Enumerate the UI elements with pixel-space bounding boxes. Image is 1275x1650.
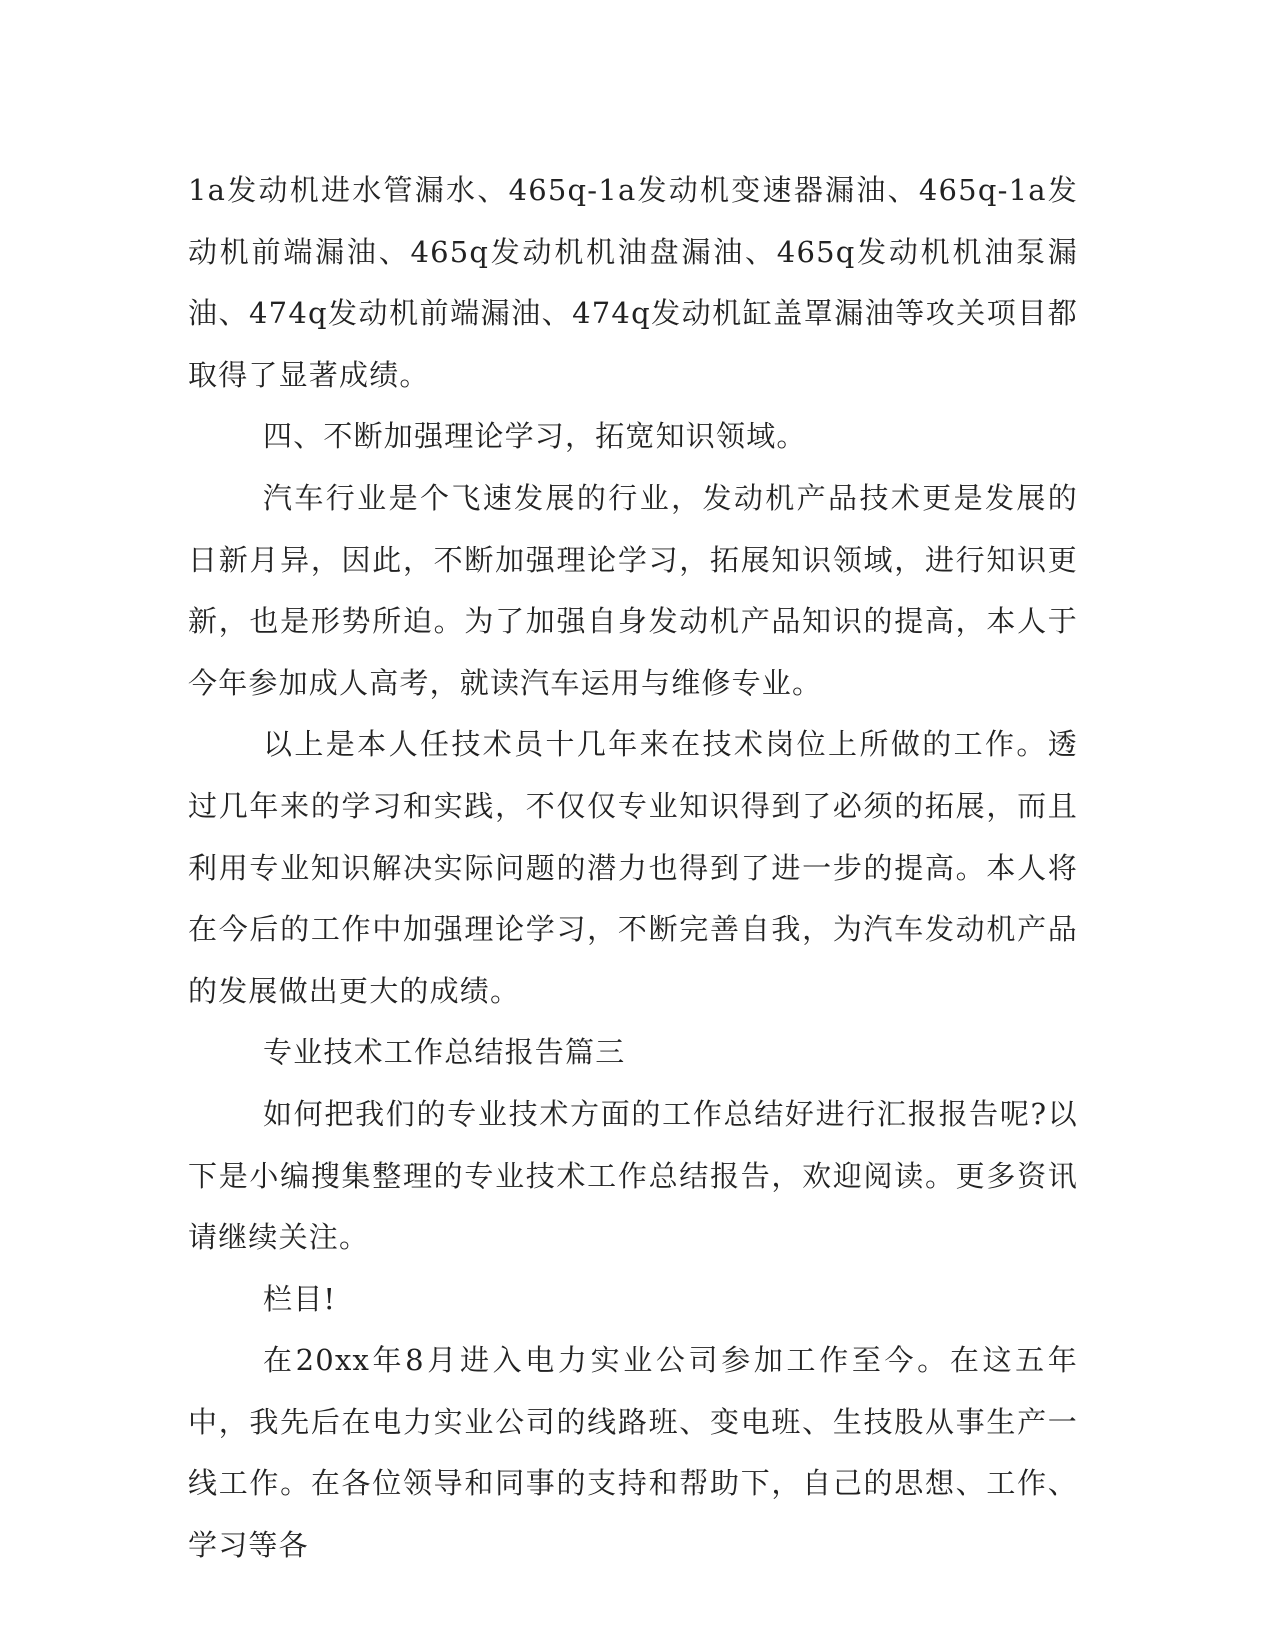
section-heading-four: 四、不断加强理论学习，拓宽知识领域。	[263, 419, 807, 454]
document-body	[188, 160, 1078, 1577]
paragraph-work-history: 在20xx年8月进入电力实业公司参加工作至今。在这五年中，我先后在电力实业公司的线路班、变电班、生技股从事生产一线工作。在各位领导和同事的支持和帮助下，自己的思想、工作、学习等各	[188, 1343, 1078, 1563]
article-title-part-three: 专业技术工作总结报告篇三	[263, 1035, 626, 1070]
paragraph-summary: 以上是本人任技术员十几年来在技术岗位上所做的工作。透过几年来的学习和实践，不仅仅专业知识得到了必须的拓展，而且利用专业知识解决实际问题的潜力也得到了进一步的提高。本人将在今后的工作中加强理论学习，不断完善自我，为汽车发动机产品的发展做出更大的成绩。	[188, 727, 1078, 1008]
section-label-column: 栏目!	[263, 1281, 337, 1316]
paragraph-auto-industry: 汽车行业是个飞速发展的行业，发动机产品技术更是发展的日新月异，因此，不断加强理论学习，拓展知识领域，进行知识更新，也是形势所迫。为了加强自身发动机产品知识的提高，本人于今年参加成人高考，就读汽车运用与维修专业。	[188, 480, 1078, 700]
paragraph-intro: 如何把我们的专业技术方面的工作总结好进行汇报报告呢?以下是小编搜集整理的专业技术工作总结报告，欢迎阅读。更多资讯请继续关注。	[188, 1096, 1078, 1255]
paragraph-continuation: 1a发动机进水管漏水、465q-1a发动机变速器漏油、465q-1a发动机前端漏油、465q发动机机油盘漏油、465q发动机机油泵漏油、474q发动机前端漏油、474q发动机缸盖罩漏油等攻关项目都取得了显著成绩。	[188, 173, 1078, 392]
